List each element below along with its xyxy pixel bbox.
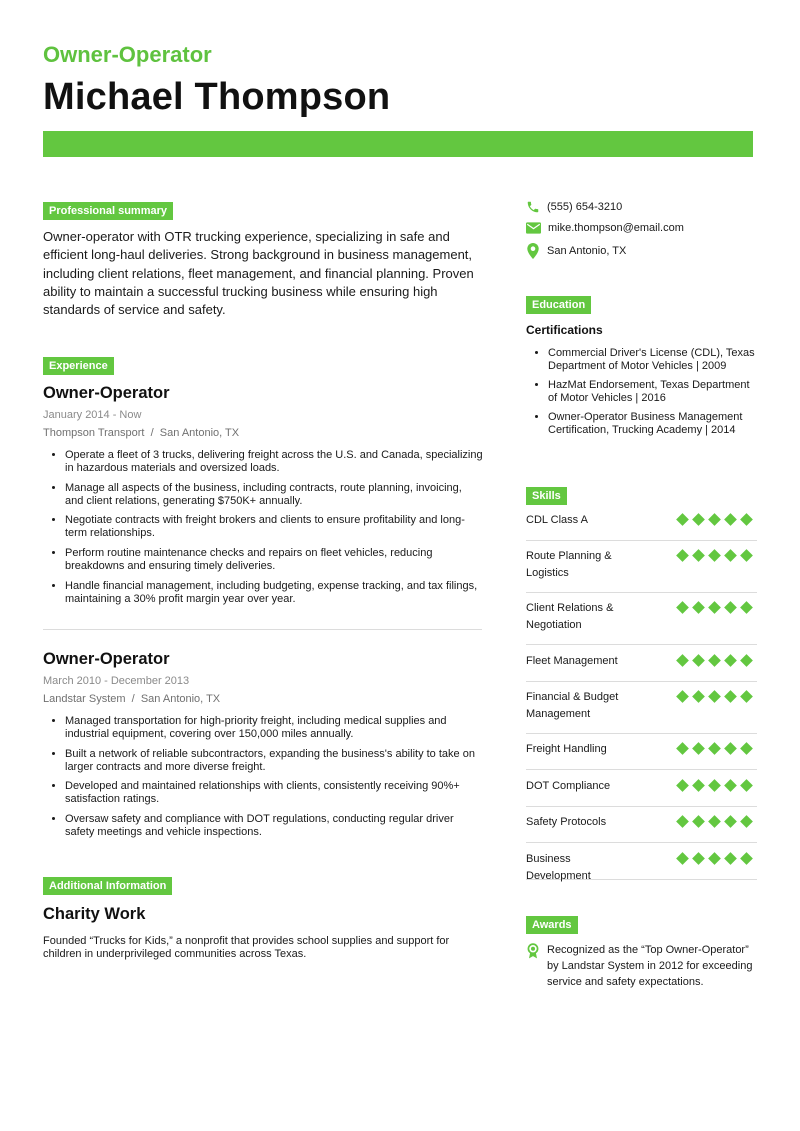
cert-list xyxy=(526,347,756,437)
job-bullets xyxy=(43,715,483,839)
job-entry xyxy=(43,650,483,846)
rating-diamond-icon xyxy=(676,654,689,667)
phone-icon xyxy=(526,200,540,214)
rating-diamond-icon xyxy=(740,779,753,792)
rating-diamond-icon xyxy=(692,815,705,828)
award-badge-icon xyxy=(526,943,540,959)
rating-diamond-icon xyxy=(740,852,753,865)
award-icon-wrap xyxy=(526,943,540,964)
skill-row xyxy=(526,778,757,807)
accent-bar xyxy=(43,131,753,157)
skill-row xyxy=(526,851,757,880)
rating-diamond-icon xyxy=(676,779,689,792)
rating-diamond-icon xyxy=(740,549,753,562)
skill-row xyxy=(526,600,757,645)
rating-diamond-icon xyxy=(724,601,737,614)
rating-diamond-icon xyxy=(676,852,689,865)
mail-icon xyxy=(526,222,541,234)
rating-diamond-icon xyxy=(676,513,689,526)
rating-diamond-icon xyxy=(740,513,753,526)
job-bullet: • Handle financial management, including budgeting, expense tracking, and tax filings, maintaining a 30% profit margin year over year. xyxy=(65,580,483,606)
header-role: Owner-Operator xyxy=(43,42,212,67)
rating-diamond-icon xyxy=(692,601,705,614)
skill-row xyxy=(526,741,757,770)
rating-diamond-icon xyxy=(676,601,689,614)
skill-row xyxy=(526,512,757,541)
job-bullet: • Operate a fleet of 3 trucks, delivering freight across the U.S. and Canada, specializing in hazardous materials and oversized loads. xyxy=(65,449,483,475)
rating-diamond-icon xyxy=(708,742,721,755)
rating-diamond-icon xyxy=(708,513,721,526)
rating-diamond-icon xyxy=(708,779,721,792)
job-company-line xyxy=(43,427,483,439)
rating-diamond-icon xyxy=(676,815,689,828)
rating-diamond-icon xyxy=(708,852,721,865)
rating-diamond-icon xyxy=(708,690,721,703)
skill-name: DOT Compliance xyxy=(526,780,611,792)
cert-item: • HazMat Endorsement, Texas Department of Motor Vehicles | 2016 xyxy=(548,379,756,405)
contact-email[interactable] xyxy=(526,222,684,234)
location-text: San Antonio, TX xyxy=(547,245,627,257)
skill-rating xyxy=(676,851,753,863)
separator: / xyxy=(128,693,138,705)
certifications-heading: Certifications xyxy=(526,323,603,337)
rating-diamond-icon xyxy=(724,654,737,667)
skill-rating xyxy=(676,512,753,524)
experience-heading: Experience xyxy=(43,357,114,375)
job-bullet: • Perform routine maintenance checks and repairs on fleet vehicles, reducing breakdowns and ensuring timely deliveries. xyxy=(65,547,483,573)
contact-phone xyxy=(526,200,622,214)
skill-name: Business Development xyxy=(526,853,591,882)
education-heading: Education xyxy=(526,296,591,314)
job-dates: January 2014 - Now xyxy=(43,409,142,421)
job-bullet: • Managed transportation for high-priority freight, including medical supplies and industrial equipment, covering over 150,000 miles annually. xyxy=(65,715,483,741)
summary-heading: Professional summary xyxy=(43,202,173,220)
skill-name: Freight Handling xyxy=(526,743,607,755)
rating-diamond-icon xyxy=(676,690,689,703)
job-bullet: • Manage all aspects of the business, including contracts, route planning, invoicing, and client relations, generating $750K+ annually. xyxy=(65,482,483,508)
rating-diamond-icon xyxy=(724,690,737,703)
location-pin-icon xyxy=(526,243,540,259)
rating-diamond-icon xyxy=(708,654,721,667)
skill-rating xyxy=(676,741,753,753)
skill-name: Route Planning & Logistics xyxy=(526,550,612,579)
rating-diamond-icon xyxy=(692,742,705,755)
skill-name: Client Relations & Negotiation xyxy=(526,602,614,631)
rating-diamond-icon xyxy=(708,815,721,828)
rating-diamond-icon xyxy=(692,779,705,792)
skill-row xyxy=(526,814,757,843)
cert-list-wrap xyxy=(526,347,756,443)
contact-location xyxy=(526,243,626,259)
experience-section-label xyxy=(43,356,114,375)
job-bullets xyxy=(43,449,483,606)
rating-diamond-icon xyxy=(724,513,737,526)
skill-row xyxy=(526,689,757,734)
rating-diamond-icon xyxy=(740,742,753,755)
additional-text: Founded “Trucks for Kids,” a nonprofit that provides school supplies and support for children in underprivileged communities across Texas. xyxy=(43,935,450,960)
skills-heading: Skills xyxy=(526,487,567,505)
cert-item: • Owner-Operator Business Management Certification, Trucking Academy | 2014 xyxy=(548,411,756,437)
rating-diamond-icon xyxy=(740,654,753,667)
job-bullet: • Negotiate contracts with freight brokers and clients to ensure profitability and long-term relationships. xyxy=(65,514,483,540)
job-bullet: • Built a network of reliable subcontractors, expanding the business's ability to take on larger contracts and more diverse freight. xyxy=(65,748,483,774)
skill-rating xyxy=(676,653,753,665)
skill-row xyxy=(526,548,757,593)
rating-diamond-icon xyxy=(740,690,753,703)
skills-section-label xyxy=(526,486,567,505)
summary-text: Owner-operator with OTR trucking experience, specializing in safe and efficient long-haul deliveries. Strong background in business management, including client relations, fleet management, and financial planning. Proven ability to maintain a successful trucking business while ensuring high standards of service and safety. xyxy=(43,229,474,318)
rating-diamond-icon xyxy=(724,549,737,562)
rating-diamond-icon xyxy=(692,690,705,703)
job-dates: March 2010 - December 2013 xyxy=(43,675,190,687)
rating-diamond-icon xyxy=(724,815,737,828)
job-entry xyxy=(43,384,483,612)
rating-diamond-icon xyxy=(692,549,705,562)
awards-section-label xyxy=(526,915,578,934)
job-company: Landstar System xyxy=(43,693,126,705)
award-text: Recognized as the “Top Owner-Operator” by Landstar System in 2012 for exceeding service and safety expectations. xyxy=(547,944,753,988)
rating-diamond-icon xyxy=(676,742,689,755)
skill-name: CDL Class A xyxy=(526,514,588,526)
awards-heading: Awards xyxy=(526,916,578,934)
rating-diamond-icon xyxy=(740,815,753,828)
skill-name: Safety Protocols xyxy=(526,816,607,828)
job-location: San Antonio, TX xyxy=(140,693,221,705)
separator: / xyxy=(147,427,157,439)
rating-diamond-icon xyxy=(692,852,705,865)
summary-section-label xyxy=(43,201,173,220)
job-company-line xyxy=(43,693,483,705)
candidate-name: Michael Thompson xyxy=(43,76,391,118)
job-bullet: • Developed and maintained relationships with clients, consistently receiving 90%+ satisfaction ratings. xyxy=(65,780,483,806)
skill-rating xyxy=(676,600,753,612)
job-company: Thompson Transport xyxy=(43,427,145,439)
additional-title: Charity Work xyxy=(43,905,146,923)
additional-heading: Additional Information xyxy=(43,877,172,895)
phone-text: (555) 654-3210 xyxy=(547,201,623,213)
rating-diamond-icon xyxy=(676,549,689,562)
rating-diamond-icon xyxy=(740,601,753,614)
skill-row xyxy=(526,653,757,682)
email-text: mike.thompson@email.com xyxy=(548,222,684,234)
job-bullet: • Oversaw safety and compliance with DOT regulations, conducting regular driver safety meetings and vehicle inspections. xyxy=(65,813,483,839)
rating-diamond-icon xyxy=(692,654,705,667)
skill-rating xyxy=(676,689,753,701)
skill-name: Financial & Budget Management xyxy=(526,691,619,720)
rating-diamond-icon xyxy=(724,779,737,792)
skill-rating xyxy=(676,814,753,826)
rating-diamond-icon xyxy=(708,601,721,614)
section-divider xyxy=(43,629,482,630)
cert-item: • Commercial Driver's License (CDL), Texas Department of Motor Vehicles | 2009 xyxy=(548,347,756,373)
skill-name: Fleet Management xyxy=(526,655,618,667)
skill-rating xyxy=(676,548,753,560)
job-title: Owner-Operator xyxy=(43,384,170,402)
rating-diamond-icon xyxy=(724,742,737,755)
education-section-label xyxy=(526,295,591,314)
rating-diamond-icon xyxy=(708,549,721,562)
skill-rating xyxy=(676,778,753,790)
rating-diamond-icon xyxy=(724,852,737,865)
job-title: Owner-Operator xyxy=(43,650,170,668)
additional-section-label xyxy=(43,876,172,895)
job-location: San Antonio, TX xyxy=(159,427,240,439)
rating-diamond-icon xyxy=(692,513,705,526)
